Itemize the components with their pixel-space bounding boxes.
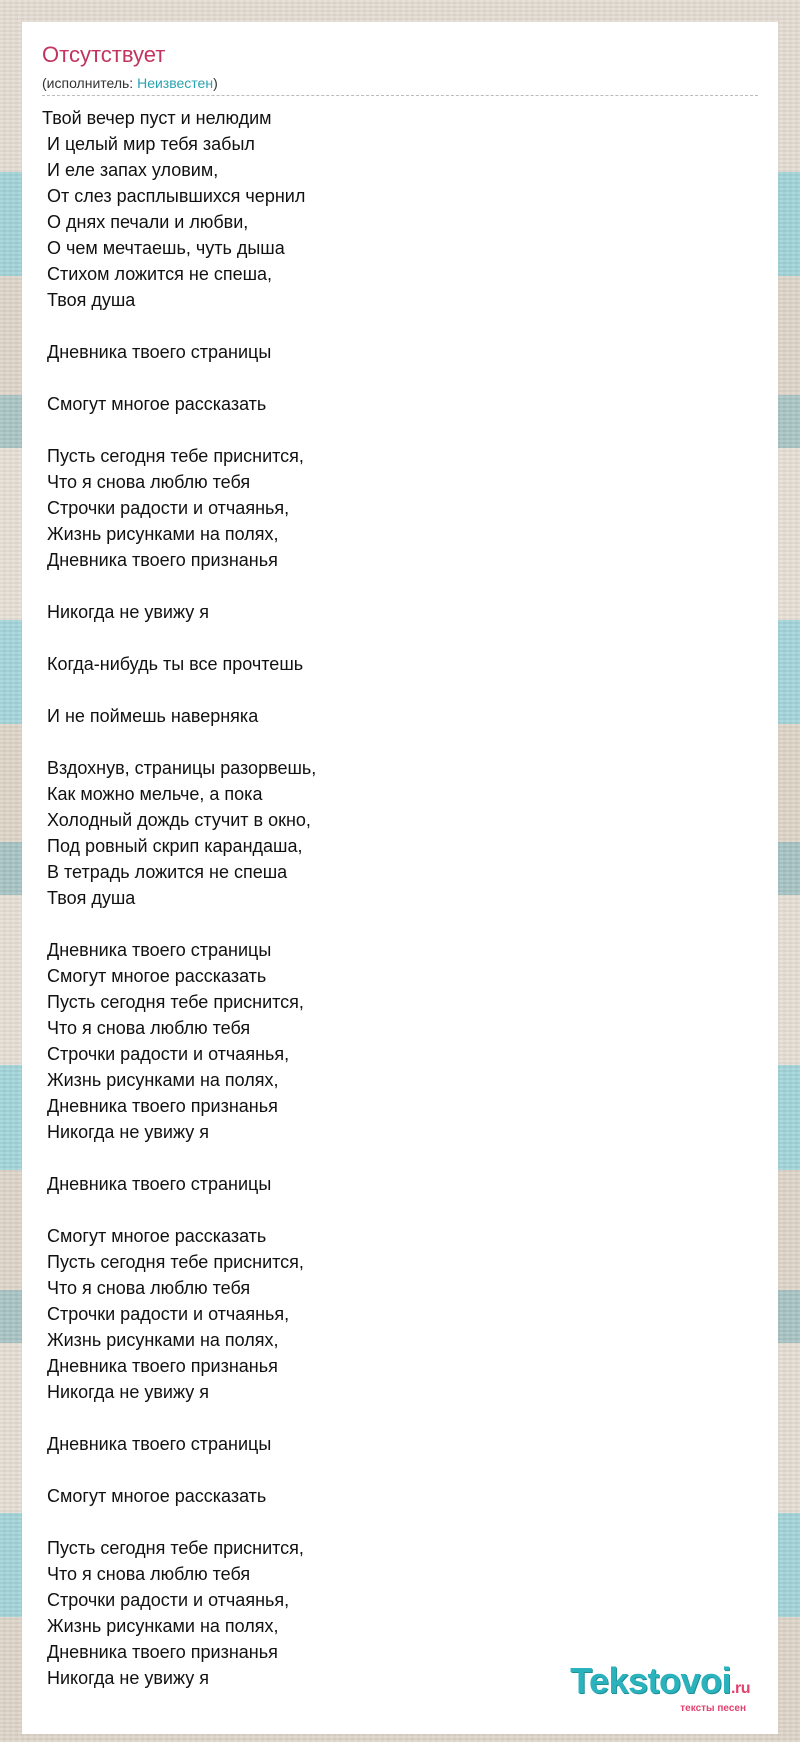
lyrics-line: Что я снова люблю тебя bbox=[42, 1278, 251, 1298]
lyrics-line: Пусть сегодня тебе приснится, bbox=[42, 992, 304, 1012]
lyrics-line: Пусть сегодня тебе приснится, bbox=[42, 1252, 304, 1272]
lyrics-line: О чем мечтаешь, чуть дыша bbox=[42, 238, 285, 258]
lyrics-line: И целый мир тебя забыл bbox=[42, 134, 255, 154]
lyrics-line: Что я снова люблю тебя bbox=[42, 1018, 251, 1038]
lyrics-line: Дневника твоего страницы bbox=[42, 1434, 272, 1454]
lyrics-line: Смогут многое рассказать bbox=[42, 1486, 267, 1506]
lyrics-blank-line bbox=[42, 729, 742, 755]
logo-tld: .ru bbox=[731, 1680, 750, 1697]
lyrics-line: Под ровный скрип карандаша, bbox=[42, 836, 303, 856]
lyrics-line: И не поймешь наверняка bbox=[42, 706, 259, 726]
lyrics-line: Дневника твоего страницы bbox=[42, 1174, 272, 1194]
lyrics-line: О днях печали и любви, bbox=[42, 212, 249, 232]
lyrics-line: И еле запах уловим, bbox=[42, 160, 219, 180]
lyrics-line: Строчки радости и отчаянья, bbox=[42, 1304, 290, 1324]
artist-link[interactable]: Неизвестен bbox=[137, 75, 214, 91]
lyrics-line: От слез расплывшихся чернил bbox=[42, 186, 306, 206]
lyrics-line: В тетрадь ложится не спеша bbox=[42, 862, 288, 882]
lyrics-line: Никогда не увижу я bbox=[42, 602, 209, 622]
lyrics-line: Дневника твоего страницы bbox=[42, 940, 272, 960]
lyrics-blank-line bbox=[42, 911, 742, 937]
artist-suffix: ) bbox=[213, 75, 218, 91]
artist-line bbox=[42, 74, 218, 92]
lyrics-blank-line bbox=[42, 417, 742, 443]
lyrics-blank-line bbox=[42, 313, 742, 339]
lyrics-blank-line bbox=[42, 625, 742, 651]
logo-tagline: тексты песен bbox=[680, 1703, 746, 1714]
lyrics-blank-line bbox=[42, 573, 742, 599]
lyrics-line: Никогда не увижу я bbox=[42, 1668, 209, 1688]
lyrics-line: Жизнь рисунками на полях, bbox=[42, 1616, 279, 1636]
lyrics-line: Строчки радости и отчаянья, bbox=[42, 1044, 290, 1064]
lyrics-line: Дневника твоего признанья bbox=[42, 1096, 278, 1116]
lyrics-line: Смогут многое рассказать bbox=[42, 1226, 267, 1246]
lyrics-line: Дневника твоего признанья bbox=[42, 550, 278, 570]
site-logo[interactable] bbox=[570, 1662, 750, 1714]
song-title: Отсутствует bbox=[42, 42, 166, 67]
lyrics-blank-line bbox=[42, 1197, 742, 1223]
lyrics-line: Жизнь рисунками на полях, bbox=[42, 1330, 279, 1350]
logo-name: Tekstovoi bbox=[570, 1660, 732, 1701]
lyrics-blank-line bbox=[42, 1509, 742, 1535]
lyrics-line: Что я снова люблю тебя bbox=[42, 1564, 251, 1584]
lyrics-line: Никогда не увижу я bbox=[42, 1122, 209, 1142]
lyrics-line: Твоя душа bbox=[42, 888, 136, 908]
lyrics-line: Пусть сегодня тебе приснится, bbox=[42, 446, 304, 466]
lyrics-line: Смогут многое рассказать bbox=[42, 966, 267, 986]
artist-prefix: (исполнитель: bbox=[42, 75, 138, 91]
lyrics-line: Стихом ложится не спеша, bbox=[42, 264, 273, 284]
logo-wordmark bbox=[570, 1662, 750, 1708]
lyrics-line: Строчки радости и отчаянья, bbox=[42, 1590, 290, 1610]
title-divider bbox=[42, 95, 758, 96]
lyrics-blank-line bbox=[42, 1405, 742, 1431]
lyrics-blank-line bbox=[42, 1457, 742, 1483]
lyrics-line: Жизнь рисунками на полях, bbox=[42, 1070, 279, 1090]
lyrics-text bbox=[42, 105, 742, 1691]
lyrics-line: Когда-нибудь ты все прочтешь bbox=[42, 654, 304, 674]
lyrics-line: Вздохнув, страницы разорвешь, bbox=[42, 758, 317, 778]
lyrics-blank-line bbox=[42, 1145, 742, 1171]
lyrics-line: Дневника твоего признанья bbox=[42, 1356, 278, 1376]
lyrics-line: Дневника твоего страницы bbox=[42, 342, 272, 362]
lyrics-line: Жизнь рисунками на полях, bbox=[42, 524, 279, 544]
lyrics-line: Как можно мельче, а пока bbox=[42, 784, 263, 804]
lyrics-card bbox=[22, 22, 778, 1734]
lyrics-line: Что я снова люблю тебя bbox=[42, 472, 251, 492]
lyrics-line: Твоя душа bbox=[42, 290, 136, 310]
lyrics-line: Смогут многое рассказать bbox=[42, 394, 267, 414]
lyrics-blank-line bbox=[42, 365, 742, 391]
lyrics-line: Строчки радости и отчаянья, bbox=[42, 498, 290, 518]
lyrics-line: Никогда не увижу я bbox=[42, 1382, 209, 1402]
lyrics-line: Пусть сегодня тебе приснится, bbox=[42, 1538, 304, 1558]
lyrics-blank-line bbox=[42, 677, 742, 703]
lyrics-line: Холодный дождь стучит в окно, bbox=[42, 810, 311, 830]
lyrics-line: Дневника твоего признанья bbox=[42, 1642, 278, 1662]
lyrics-line: Твой вечер пуст и нелюдим bbox=[42, 108, 272, 128]
